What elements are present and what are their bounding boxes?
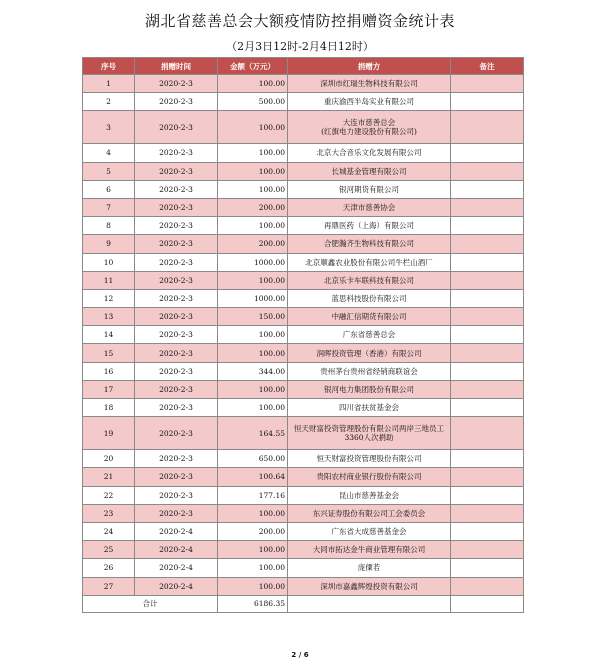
row-note: [451, 362, 524, 380]
row-note: [451, 217, 524, 235]
row-date: 2020-2-3: [135, 144, 218, 162]
row-amount: 164.55: [218, 417, 288, 450]
row-note: [451, 559, 524, 577]
row-note: [451, 289, 524, 307]
row-amount: 344.00: [218, 362, 288, 380]
row-date: 2020-2-3: [135, 308, 218, 326]
table-row: [83, 217, 524, 235]
total-empty: [288, 595, 451, 612]
row-amount: 100.00: [218, 326, 288, 344]
table-row: [83, 450, 524, 468]
row-date: 2020-2-3: [135, 326, 218, 344]
row-amount: 100.00: [218, 541, 288, 559]
row-amount: 100.00: [218, 559, 288, 577]
row-donor: 广东省慈善总会: [288, 326, 451, 344]
row-date: 2020-2-3: [135, 235, 218, 253]
row-number: 7: [83, 198, 135, 216]
row-donor: 东兴证券股份有限公司工会委员会: [288, 504, 451, 522]
row-donor: 昆山市慈善基金会: [288, 486, 451, 504]
row-note: [451, 75, 524, 93]
header-note: 备注: [451, 58, 524, 75]
row-amount: 100.00: [218, 162, 288, 180]
row-amount: 100.00: [218, 344, 288, 362]
row-date: 2020-2-3: [135, 362, 218, 380]
row-number: 9: [83, 235, 135, 253]
total-note: [451, 595, 524, 612]
row-donor: 北京乐卡车联科技有限公司: [288, 271, 451, 289]
table-row: [83, 522, 524, 540]
table-row: [83, 541, 524, 559]
row-note: [451, 198, 524, 216]
row-donor: 再鼎医药（上海）有限公司: [288, 217, 451, 235]
row-amount: 1000.00: [218, 289, 288, 307]
row-note: [451, 326, 524, 344]
row-number: 2: [83, 93, 135, 111]
row-donor: 深圳市红瑞生物科技有限公司: [288, 75, 451, 93]
table-row: [83, 144, 524, 162]
row-amount: 100.00: [218, 380, 288, 398]
table-row: [83, 504, 524, 522]
row-note: [451, 380, 524, 398]
row-number: 18: [83, 399, 135, 417]
table-row: [83, 253, 524, 271]
row-date: 2020-2-3: [135, 399, 218, 417]
row-date: 2020-2-3: [135, 289, 218, 307]
table-row: [83, 75, 524, 93]
row-date: 2020-2-4: [135, 541, 218, 559]
row-donor: 贵阳农村商业银行股份有限公司: [288, 468, 451, 486]
row-date: 2020-2-3: [135, 93, 218, 111]
row-number: 12: [83, 289, 135, 307]
row-date: 2020-2-4: [135, 522, 218, 540]
row-date: 2020-2-3: [135, 162, 218, 180]
table-row: [83, 235, 524, 253]
row-amount: 650.00: [218, 450, 288, 468]
row-donor: 四川省扶贫基金会: [288, 399, 451, 417]
row-number: 21: [83, 468, 135, 486]
row-number: 10: [83, 253, 135, 271]
donation-table: [82, 57, 524, 613]
row-number: 20: [83, 450, 135, 468]
row-number: 17: [83, 380, 135, 398]
row-donor: 大同市拓达金牛商业管理有限公司: [288, 541, 451, 559]
header-donor: 捐赠方: [288, 58, 451, 75]
header-row: [83, 58, 524, 75]
row-donor: 深圳市嘉鑫辉煌投资有限公司: [288, 577, 451, 595]
row-donor: 重庆渝西半岛实业有限公司: [288, 93, 451, 111]
table-row: [83, 111, 524, 144]
row-note: [451, 417, 524, 450]
table-row: [83, 486, 524, 504]
page-title: 湖北省慈善总会大额疫情防控捐赠资金统计表: [144, 12, 455, 30]
table-row: [83, 399, 524, 417]
row-note: [451, 541, 524, 559]
row-note: [451, 468, 524, 486]
row-number: 22: [83, 486, 135, 504]
row-date: 2020-2-4: [135, 577, 218, 595]
row-date: 2020-2-3: [135, 111, 218, 144]
row-number: 1: [83, 75, 135, 93]
row-amount: 500.00: [218, 93, 288, 111]
row-donor: 北京大合音乐文化发展有限公司: [288, 144, 451, 162]
row-note: [451, 111, 524, 144]
row-date: 2020-2-3: [135, 217, 218, 235]
row-note: [451, 144, 524, 162]
table-row: [83, 93, 524, 111]
row-note: [451, 235, 524, 253]
row-donor: 恒天财富投资管理股份有限公司两岸三地员工 3360人次捐助: [288, 417, 451, 450]
row-amount: 100.00: [218, 180, 288, 198]
row-number: 23: [83, 504, 135, 522]
row-donor: 恒天财富投资管理股份有限公司: [288, 450, 451, 468]
row-number: 14: [83, 326, 135, 344]
row-donor: 润晖投资管理（香港）有限公司: [288, 344, 451, 362]
row-number: 15: [83, 344, 135, 362]
row-number: 27: [83, 577, 135, 595]
row-note: [451, 486, 524, 504]
row-date: 2020-2-3: [135, 75, 218, 93]
row-donor: 贵州茅台贵州省经销商联谊会: [288, 362, 451, 380]
row-number: 26: [83, 559, 135, 577]
row-number: 3: [83, 111, 135, 144]
row-donor: 北京顺鑫农业股份有限公司牛栏山酒厂: [288, 253, 451, 271]
row-note: [451, 344, 524, 362]
row-date: 2020-2-3: [135, 271, 218, 289]
row-number: 13: [83, 308, 135, 326]
row-date: 2020-2-3: [135, 198, 218, 216]
total-row: [83, 595, 524, 612]
row-note: [451, 450, 524, 468]
row-date: 2020-2-3: [135, 180, 218, 198]
row-amount: 100.00: [218, 399, 288, 417]
page-subtitle: （2月3日12时-2月4日12时）: [226, 40, 374, 53]
table-row: [83, 271, 524, 289]
row-amount: 177.16: [218, 486, 288, 504]
row-note: [451, 271, 524, 289]
table-row: [83, 180, 524, 198]
total-amount: 6186.35: [218, 595, 288, 612]
row-note: [451, 308, 524, 326]
row-donor: 中融汇信期货有限公司: [288, 308, 451, 326]
row-amount: 100.00: [218, 577, 288, 595]
row-date: 2020-2-3: [135, 417, 218, 450]
total-label: 合计: [83, 595, 218, 612]
row-amount: 100.00: [218, 75, 288, 93]
row-donor: 长城基金管理有限公司: [288, 162, 451, 180]
row-donor: 合肥瀚齐生物科技有限公司: [288, 235, 451, 253]
header-date: 捐赠时间: [135, 58, 218, 75]
row-note: [451, 577, 524, 595]
row-note: [451, 522, 524, 540]
row-number: 16: [83, 362, 135, 380]
row-donor: 天津市慈善协会: [288, 198, 451, 216]
row-amount: 100.00: [218, 144, 288, 162]
row-amount: 100.64: [218, 468, 288, 486]
row-note: [451, 180, 524, 198]
row-date: 2020-2-3: [135, 486, 218, 504]
row-number: 4: [83, 144, 135, 162]
row-donor: 庞傈若: [288, 559, 451, 577]
row-amount: 100.00: [218, 217, 288, 235]
page-number: 2 / 6: [291, 651, 309, 659]
row-number: 6: [83, 180, 135, 198]
row-date: 2020-2-3: [135, 468, 218, 486]
row-number: 24: [83, 522, 135, 540]
row-number: 8: [83, 217, 135, 235]
table-row: [83, 559, 524, 577]
row-amount: 100.00: [218, 111, 288, 144]
header-no: 序号: [83, 58, 135, 75]
row-donor: 银河期货有限公司: [288, 180, 451, 198]
row-amount: 150.00: [218, 308, 288, 326]
row-amount: 100.00: [218, 504, 288, 522]
row-date: 2020-2-3: [135, 344, 218, 362]
row-note: [451, 399, 524, 417]
row-date: 2020-2-4: [135, 559, 218, 577]
table-row: [83, 577, 524, 595]
table-row: [83, 308, 524, 326]
table-row: [83, 344, 524, 362]
row-amount: 200.00: [218, 522, 288, 540]
row-note: [451, 93, 524, 111]
row-date: 2020-2-3: [135, 450, 218, 468]
table-row: [83, 162, 524, 180]
row-donor: 广东省大成慈善基金会: [288, 522, 451, 540]
row-date: 2020-2-3: [135, 380, 218, 398]
row-number: 11: [83, 271, 135, 289]
row-note: [451, 504, 524, 522]
header-amount: 金额（万元）: [218, 58, 288, 75]
row-donor: 银河电力集团股份有限公司: [288, 380, 451, 398]
row-amount: 200.00: [218, 198, 288, 216]
table-row: [83, 198, 524, 216]
row-amount: 100.00: [218, 271, 288, 289]
row-amount: 200.00: [218, 235, 288, 253]
row-donor: 大连市慈善总会 (红旗电力建设股份有限公司): [288, 111, 451, 144]
table-row: [83, 417, 524, 450]
row-number: 19: [83, 417, 135, 450]
table-row: [83, 326, 524, 344]
table-row: [83, 289, 524, 307]
row-note: [451, 253, 524, 271]
row-date: 2020-2-3: [135, 504, 218, 522]
row-donor: 蓝思科技股份有限公司: [288, 289, 451, 307]
row-number: 25: [83, 541, 135, 559]
table-row: [83, 468, 524, 486]
row-number: 5: [83, 162, 135, 180]
row-date: 2020-2-3: [135, 253, 218, 271]
row-amount: 1000.00: [218, 253, 288, 271]
table-row: [83, 362, 524, 380]
row-note: [451, 162, 524, 180]
table-row: [83, 380, 524, 398]
